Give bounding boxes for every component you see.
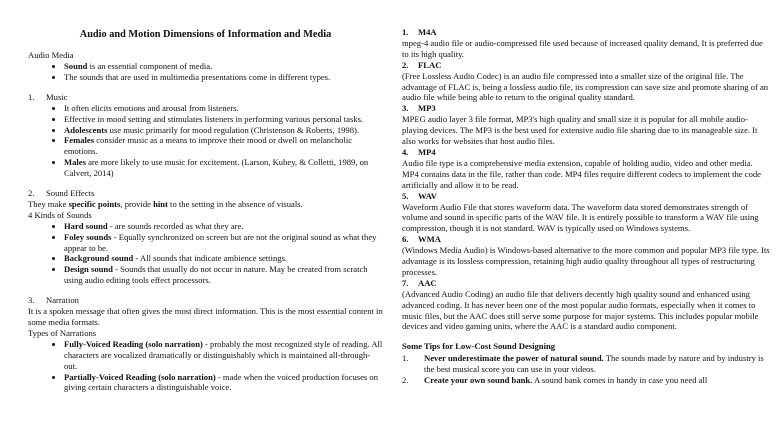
list-item: • Adolescents use music primarily for mood regulation (Christenson & Roberts, 1998). xyxy=(64,125,383,136)
list-item: • It often elicits emotions and arousal from listeners. xyxy=(64,103,383,114)
list-item: • Fully-Voiced Reading (solo narration) - probably the most recognized style of reading. All characters are vocalized dramatically or distinguishably which is maintained all-through-out. xyxy=(64,339,383,372)
list-item: • Background sound - All sounds that indicate ambience settings. xyxy=(64,253,383,264)
narration-heading: 3. Narration xyxy=(28,295,79,306)
list-item: • Males are more likely to use music for excitement. (Larson, Kubey, & Colletti, 1989, on Calvert, 2014) xyxy=(64,157,383,179)
narration-text: It is a spoken message that often gives the most direct information. This is the most essential content in some media formats. xyxy=(28,306,383,327)
sound-effects-heading: 2. Sound Effects xyxy=(28,188,95,199)
right-column xyxy=(402,27,770,386)
audio-media-bullets xyxy=(28,61,383,83)
format-item-mp4: 4. MP4 Audio file type is a comprehensive media extension, capable of holding audio, video and other media. MP4 contains data in the file, rather than code. MP4 files require different codecs to implement the code artificially and allow it to be read. xyxy=(402,146,761,190)
list-item: • Foley sounds - Equally synchronized on screen but are not the original sound as what they appear to be. xyxy=(64,232,383,254)
list-item: • Effective in mood setting and stimulates listeners in performing various personal tasks. xyxy=(64,114,383,125)
list-item: • Design sound - Sounds that usually do not occur in nature. May be created from scratch using audio editing tools effect processors. xyxy=(64,264,383,286)
music-section xyxy=(28,92,383,179)
tips-list xyxy=(402,353,770,386)
list-item: • Sound is an essential component of media. xyxy=(64,61,383,72)
narration-section xyxy=(28,295,383,393)
sound-kinds-bullets xyxy=(28,221,383,286)
sound-effects-section xyxy=(28,188,383,286)
format-item-aac: 7. AAC (Advanced Audio Coding) an audio file that delivers decently high quality sound and enhanced using advanced coding. It has never been one of the most popular audio formats, especially when it comes to music files, but the AAC does still serve some purpose for major systems. This includes popular mobile devices and video gaming units, where the AAC is a standard audio component. xyxy=(402,277,759,332)
kinds-of-sounds-label: 4 Kinds of Sounds xyxy=(28,209,92,220)
document-title: Audio and Motion Dimensions of Information and Media xyxy=(79,29,332,40)
list-item: 2. Create your own sound bank. A sound bank comes in handy in case you need all xyxy=(402,375,708,386)
narration-bullets xyxy=(28,339,383,394)
audio-media-section xyxy=(28,50,383,83)
list-item: 1. Never underestimate the power of natural sound. The sounds made by nature and by industry is the best musical score you can use in your videos. xyxy=(402,353,764,375)
tips-heading: Some Tips for Low-Cost Sound Designing xyxy=(402,341,556,352)
format-item-wav: 5. WAV Waveform Audio File that stores waveform data. The waveform data stored demonstrates strength of volume and sound in specific parts of the WAV file. It is entirely possible to transform a WAV file using compression, though it is not standard. WAV is typically used on Windows systems. xyxy=(402,190,759,234)
format-item-m4a: 1. M4A mpeg-4 audio file or audio-compressed file used because of increased quality demand, It is preferred due to its high quality. xyxy=(402,27,763,59)
list-item: • The sounds that are used in multimedia presentations come in different types. xyxy=(64,72,383,83)
music-bullets xyxy=(28,103,383,179)
format-item-wma: 6. WMA (Windows Media Audio) is Windows-based alternative to the more common and popular MP3 file type. Its advantage is its lossless compression, retaining high audio quality throughout all types of restructuring processes. xyxy=(402,234,770,277)
format-item-flac: 2. FLAC (Free Lossless Audio Codec) is an audio file compressed into a smaller size of the original file. The advantage of FLAC is, being a lossless audio file, its compression can save size and promote sharing of an audio file while being able to return to the original quality standard. xyxy=(402,59,769,103)
left-column xyxy=(28,28,383,393)
audio-media-heading: Audio Media xyxy=(28,50,74,61)
types-of-narrations-label: Types of Narrations xyxy=(28,327,97,338)
list-item: • Hard sound - are sounds recorded as what they are. xyxy=(64,221,383,232)
music-heading: 1. Music xyxy=(28,91,68,102)
sound-effects-intro: They make specific points, provide hint to the setting in the absence of visuals. xyxy=(28,198,303,209)
list-item: • Females consider music as a means to improve their mood or dwell on melancholic emotions. xyxy=(64,135,383,157)
format-item-mp3: 3. MP3 MPEG audio layer 3 file format, MP3's high quality and small size it is popular for all mobile audio-playing devices. The MP3 is the best used for extensive audio file sharing due to its manageable size. It also works for websites that host audio files. xyxy=(402,103,758,147)
list-item: • Partially-Voiced Reading (solo narration) - made when the voiced production focuses on giving certain characters a distinguishable voice. xyxy=(64,372,383,394)
